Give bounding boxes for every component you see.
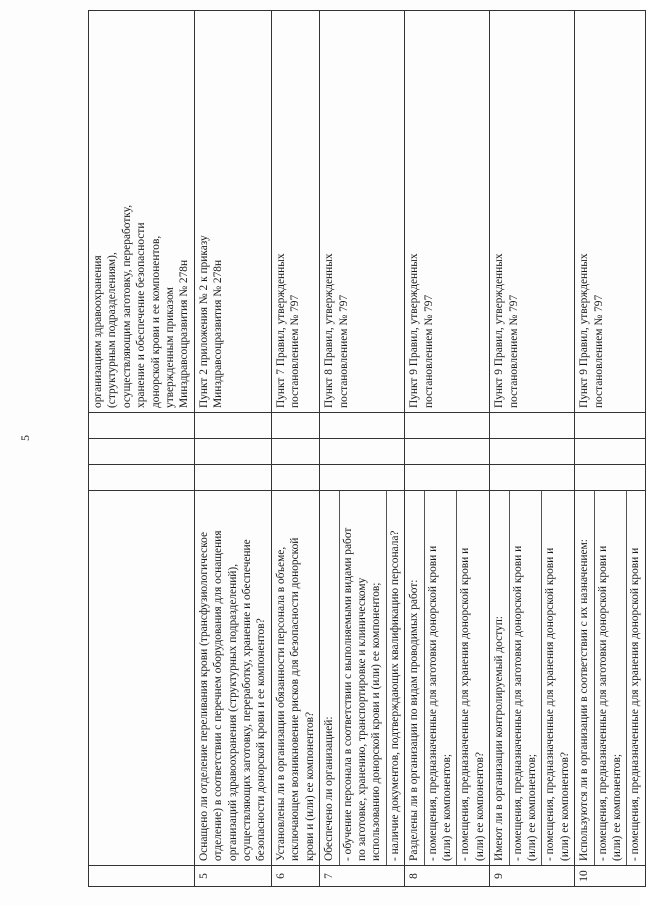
question-subitem	[594, 491, 625, 865]
subitem-line: использованию донорской крови и (или) ее компонентов;	[370, 582, 383, 861]
row-number: 5	[194, 866, 271, 887]
question-subitem	[541, 491, 572, 865]
question-line: исключающем возникновение рисков для безопасности донорской	[289, 537, 302, 861]
row-number: 7	[320, 866, 405, 887]
subitem-line: - помещения, предназначенные для хранения донорской крови и	[459, 547, 472, 861]
table-row	[575, 11, 646, 887]
question-cell	[194, 491, 271, 866]
subitem-line: - помещения, предназначенные для хранения донорской крови и	[544, 547, 557, 861]
question-cell	[575, 491, 646, 866]
question-line: Имеют ли в организации контролируемый доступ:	[493, 616, 506, 861]
question-line: Разделены ли в организации по видам проводимых работ:	[408, 579, 421, 861]
question-cell	[320, 491, 405, 866]
reference-line: постановлением № 797	[507, 294, 520, 408]
page-number: 5	[18, 435, 32, 441]
subitem-line: - обучение персонала в соответствии с выполняемыми видами работ	[341, 527, 354, 861]
question-cell	[490, 491, 575, 866]
question-subitem	[626, 491, 642, 865]
reference-line: постановлением № 797	[592, 294, 605, 408]
reference-line: утвержденным приказом	[164, 287, 177, 408]
reference-cell	[194, 11, 271, 413]
checklist-table	[88, 10, 646, 887]
reference-line: Минздравсоцразвития № 278н	[212, 259, 225, 408]
question-line: безопасности донорской крови и ее компонентов?	[255, 618, 268, 861]
table-row-continuation	[89, 11, 195, 887]
reference-cell	[320, 11, 405, 413]
table-row	[271, 11, 319, 887]
row-number: 9	[490, 866, 575, 887]
subitem-line: (или) ее компонентов;	[440, 753, 453, 861]
answer-cell[interactable]	[194, 413, 271, 439]
question-line: крови и (или) ее компонентов?	[303, 711, 316, 861]
answer-cell[interactable]	[271, 465, 319, 491]
subitem-line: - помещения, предназначенные для заготовки донорской крови и	[596, 545, 609, 861]
subitem-line: (или) ее компонентов?	[473, 752, 486, 861]
answer-cell[interactable]	[320, 465, 405, 491]
subitem-line: - помещения, предназначенные для хранения донорской крови и	[629, 547, 642, 861]
reference-cell	[575, 11, 646, 413]
reference-line: Пункт 7 Правил, утвержденных	[274, 253, 287, 408]
question-cell	[271, 491, 319, 866]
subitem-line: (или) ее компонентов?	[558, 752, 571, 861]
reference-line: постановлением № 797	[289, 294, 302, 408]
reference-line: постановлением № 797	[422, 294, 435, 408]
subitem-line: - помещения, предназначенные для заготовки донорской крови и	[511, 545, 524, 861]
answer-cell[interactable]	[405, 439, 490, 465]
reference-cell	[271, 11, 319, 413]
table-row	[320, 11, 405, 887]
empty-cell	[89, 866, 195, 887]
answer-cell[interactable]	[490, 465, 575, 491]
answer-cell[interactable]	[194, 439, 271, 465]
empty-cell	[89, 465, 195, 491]
answer-cell[interactable]	[490, 439, 575, 465]
subitem-line: (или) ее компонентов;	[611, 753, 623, 861]
checklist-table-body	[89, 11, 646, 887]
answer-cell[interactable]	[320, 413, 405, 439]
empty-cell	[89, 491, 195, 866]
row-number: 6	[271, 866, 319, 887]
reference-line: донорской крови и ее компонентов,	[149, 235, 162, 408]
subitem-line: (или) ее компонентов;	[525, 753, 538, 861]
subitem-line: - помещения, предназначенные для заготовки донорской крови и	[426, 545, 439, 861]
question-line: Используются ли в организации в соответствии с их назначением:	[578, 539, 591, 861]
answer-cell[interactable]	[575, 413, 646, 439]
reference-line: Пункт 9 Правил, утвержденных	[493, 253, 506, 408]
reference-line: Пункт 8 Правил, утвержденных	[323, 253, 336, 408]
question-subitem	[509, 491, 540, 865]
reference-line: Пункт 9 Правил, утвержденных	[578, 253, 591, 408]
question-line: организаций здравоохранения (структурных подразделений),	[226, 563, 239, 861]
subitem-line: по заготовке, хранению, транспортировке и клиническому	[355, 577, 368, 861]
reference-line: постановлением № 797	[337, 294, 350, 408]
reference-cell	[405, 11, 490, 413]
reference-line: Пункт 9 Правил, утвержденных	[408, 253, 421, 408]
answer-cell[interactable]	[320, 439, 405, 465]
empty-cell	[89, 413, 195, 439]
table-row	[405, 11, 490, 887]
reference-cell	[89, 11, 195, 413]
answer-cell[interactable]	[575, 439, 646, 465]
empty-cell	[89, 439, 195, 465]
answer-cell[interactable]	[575, 465, 646, 491]
subitem-line: - наличие документов, подтверждающих квалификацию персонала?	[388, 530, 401, 861]
question-line: осуществляющих заготовку, переработку, хранение и обеспечение	[241, 539, 254, 861]
question-subitem	[424, 491, 455, 865]
row-number: 10	[575, 866, 646, 887]
answer-cell[interactable]	[490, 413, 575, 439]
reference-line: организациям здравоохранения	[92, 255, 104, 408]
row-number: 8	[405, 866, 490, 887]
reference-line: Минздравсоцразвития № 278н	[178, 259, 191, 408]
answer-cell[interactable]	[405, 465, 490, 491]
table-row	[490, 11, 575, 887]
question-line: Оснащено ли отделение переливания крови (трансфузиологическое	[197, 531, 210, 861]
question-subitem	[386, 491, 402, 865]
reference-line: осуществляющим заготовку, переработку,	[120, 204, 133, 408]
reference-cell	[490, 11, 575, 413]
question-line: отделение) в соответствии с перечнем оборудования для оснащения	[212, 530, 225, 861]
question-subitem	[456, 491, 487, 865]
answer-cell[interactable]	[194, 465, 271, 491]
reference-line: Пункт 2 приложения № 2 к приказу	[197, 235, 210, 408]
reference-line: хранение и обеспечение безопасности	[135, 222, 148, 408]
answer-cell[interactable]	[271, 413, 319, 439]
table-row	[194, 11, 271, 887]
answer-cell[interactable]	[271, 439, 319, 465]
answer-cell[interactable]	[405, 413, 490, 439]
question-subitem	[339, 491, 384, 865]
question-line: Обеспечено ли организацией:	[323, 716, 336, 861]
reference-line: (структурным подразделениям),	[106, 252, 119, 408]
question-cell	[405, 491, 490, 866]
question-line: Установлены ли в организации обязанности персонала в объеме,	[274, 546, 287, 861]
